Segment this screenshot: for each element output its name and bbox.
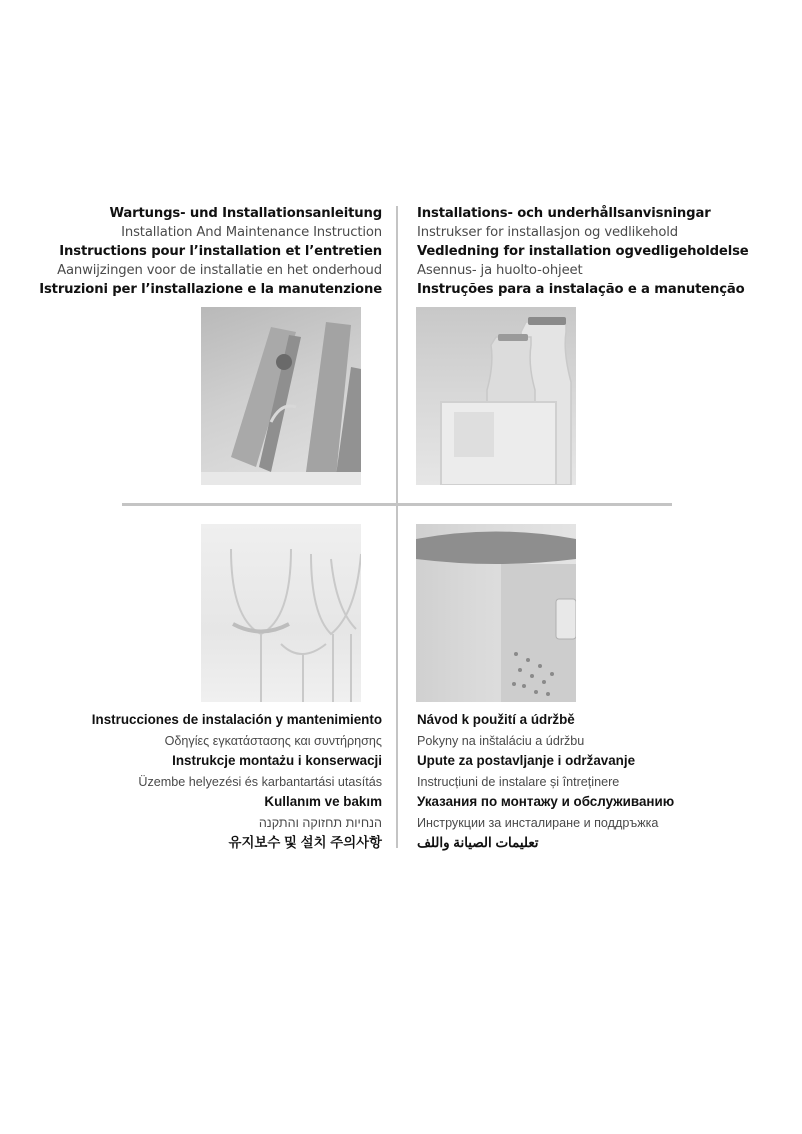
- title-korean: 유지보수 및 설치 주의사항: [228, 835, 382, 850]
- title-dutch: Aanwijzingen voor de installatie en het onderhoud: [57, 263, 382, 278]
- title-bulgarian: Инструкции за инсталиране и поддръжка: [417, 815, 659, 830]
- title-finnish: Asennus- ja huolto-ohjeet: [417, 263, 583, 278]
- title-norwegian: Instrukser for installasjon og vedlikehold: [417, 225, 679, 240]
- title-german: Wartungs- und Installationsanleitung: [109, 206, 382, 221]
- title-turkish: Kullanım ve bakım: [264, 794, 382, 809]
- title-english: Installation And Maintenance Instruction: [121, 225, 382, 240]
- photo-steel-pot: [416, 524, 576, 702]
- title-romanian: Instrucțiuni de instalare și întreținere: [417, 774, 620, 789]
- titles-bottom-left: [92, 710, 382, 854]
- title-arabic: تعليمات الصيانة واللف: [417, 835, 539, 850]
- photo-wine-glasses: [201, 524, 361, 702]
- title-slovak: Pokyny na inštaláciu a údržbu: [417, 733, 585, 748]
- title-russian: Указания по монтажу и обслуживанию: [417, 794, 675, 809]
- title-portuguese: Instruções para a instalação e a manutenção: [417, 282, 745, 297]
- titles-top-right: [417, 204, 749, 299]
- horizontal-divider: [122, 503, 672, 506]
- title-polish: Instrukcje montażu i konserwacji: [172, 753, 382, 768]
- title-french: Instructions pour l’installation et l’entretien: [59, 244, 382, 259]
- photo-milk-bottles: [416, 307, 576, 485]
- title-croatian: Upute za postavljanje i održavanje: [417, 753, 636, 768]
- title-spanish: Instrucciones de instalación y mantenimiento: [91, 712, 382, 727]
- titles-bottom-right: [417, 710, 674, 854]
- title-hebrew: הנחיות תחזוקה והתקנה: [258, 815, 382, 830]
- titles-top-left: [39, 204, 382, 299]
- title-greek: Οδηγίες εγκατάστασης και συντήρησης: [164, 733, 382, 748]
- title-hungarian: Üzembe helyezési és karbantartási utasítás: [138, 774, 382, 789]
- vertical-divider: [396, 206, 398, 848]
- title-danish: Vedledning for installation ogvedligeholdelse: [417, 244, 749, 259]
- title-italian: Istruzioni per l’installazione e la manutenzione: [39, 282, 382, 297]
- title-swedish: Installations- och underhållsanvisningar: [417, 206, 711, 221]
- title-czech: Návod k použití a údržbě: [417, 712, 575, 727]
- photo-clothespins: [201, 307, 361, 485]
